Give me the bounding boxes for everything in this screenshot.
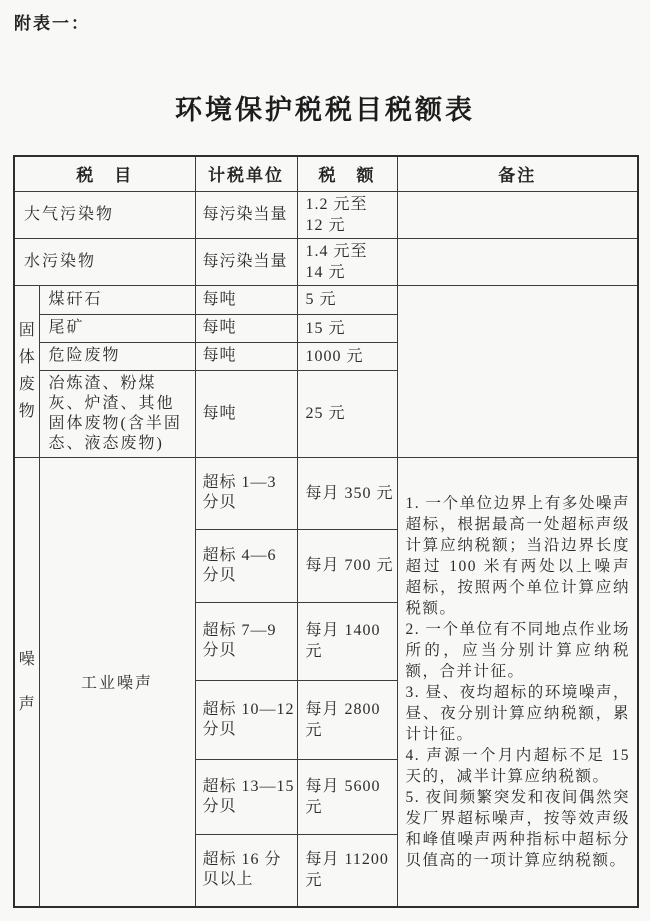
noise-amount-cell: 每月 700 元 <box>297 529 397 602</box>
air-remark-cell-empty <box>397 191 638 238</box>
solid-waste-remark-cell-empty <box>397 285 638 457</box>
industrial-noise-cell: 工业噪声 <box>39 457 195 907</box>
header-remarks: 备注 <box>397 156 638 191</box>
air-item-cell: 大气污染物 <box>14 191 195 238</box>
noise-remarks-cell <box>397 457 638 907</box>
header-tax-amount: 税 额 <box>297 156 397 191</box>
noise-unit-cell: 超标 7—9 分贝 <box>195 602 297 680</box>
sw-item-cell: 危险废物 <box>39 342 195 370</box>
noise-unit-cell: 超标 16 分贝以上 <box>195 834 297 907</box>
noise-remark-1: 1. 一个单位边界上有多处噪声超标，根据最高一处超标声级计算应纳税额；当沿边界长度超过 100 米有两处以上噪声超标，按照两个单位计算应纳税额。 <box>405 494 630 617</box>
noise-unit-cell: 超标 10—12 分贝 <box>195 680 297 759</box>
sw-unit-cell: 每吨 <box>195 285 297 314</box>
noise-amount-cell: 每月 1400 元 <box>297 602 397 680</box>
sw-amount-cell: 15 元 <box>297 314 397 342</box>
air-unit-cell: 每污染当量 <box>195 191 297 238</box>
noise-unit-cell: 超标 1—3 分贝 <box>195 457 297 529</box>
solid-waste-category-cell: 固体废物 <box>14 285 39 457</box>
sw-amount-cell: 1000 元 <box>297 342 397 370</box>
table-row-coal-gangue <box>14 285 638 314</box>
noise-unit-cell: 超标 13—15 分贝 <box>195 759 297 834</box>
noise-remark-2: 2. 一个单位有不同地点作业场所的，应当分别计算应纳税额，合并计征。 <box>405 620 630 680</box>
sw-amount-cell: 5 元 <box>297 285 397 314</box>
table-row-noise-level-1 <box>14 457 638 529</box>
tax-rate-table <box>13 155 639 908</box>
water-remark-cell-empty <box>397 238 638 285</box>
noise-unit-cell: 超标 4—6 分贝 <box>195 529 297 602</box>
noise-remark-5: 5. 夜间频繁突发和夜间偶然突发厂界超标噪声，按等效声级和峰值噪声两种指标中超标分贝值高的一项计算应纳税额。 <box>405 788 630 869</box>
water-item-cell: 水污染物 <box>14 238 195 285</box>
table-header-row <box>14 156 638 191</box>
noise-amount-cell: 每月 2800 元 <box>297 680 397 759</box>
water-amount-cell: 1.4 元至 14 元 <box>297 238 397 285</box>
sw-item-cell: 煤矸石 <box>39 285 195 314</box>
noise-amount-cell: 每月 5600 元 <box>297 759 397 834</box>
noise-remark-3: 3. 昼、夜均超标的环境噪声，昼、夜分别计算应纳税额，累计计征。 <box>405 683 630 743</box>
noise-amount-cell: 每月 350 元 <box>297 457 397 529</box>
table-row-air-pollutants <box>14 191 638 238</box>
sw-item-cell: 冶炼渣、粉煤灰、炉渣、其他固体废物(含半固态、液态废物) <box>39 370 195 457</box>
sw-amount-cell: 25 元 <box>297 370 397 457</box>
table-row-water-pollutants <box>14 238 638 285</box>
sw-unit-cell: 每吨 <box>195 314 297 342</box>
header-tax-unit: 计税单位 <box>195 156 297 191</box>
noise-remark-4: 4. 声源一个月内超标不足 15 天的，减半计算应纳税额。 <box>405 746 630 785</box>
header-tax-item: 税 目 <box>14 156 195 191</box>
water-unit-cell: 每污染当量 <box>195 238 297 285</box>
appendix-label: 附表一： <box>14 14 90 33</box>
noise-category-cell: 噪声 <box>14 457 39 907</box>
air-amount-cell: 1.2 元至 12 元 <box>297 191 397 238</box>
sw-unit-cell: 每吨 <box>195 370 297 457</box>
noise-amount-cell: 每月 11200 元 <box>297 834 397 907</box>
sw-unit-cell: 每吨 <box>195 342 297 370</box>
sw-item-cell: 尾矿 <box>39 314 195 342</box>
page-title: 环境保护税税目税额表 <box>175 95 475 125</box>
